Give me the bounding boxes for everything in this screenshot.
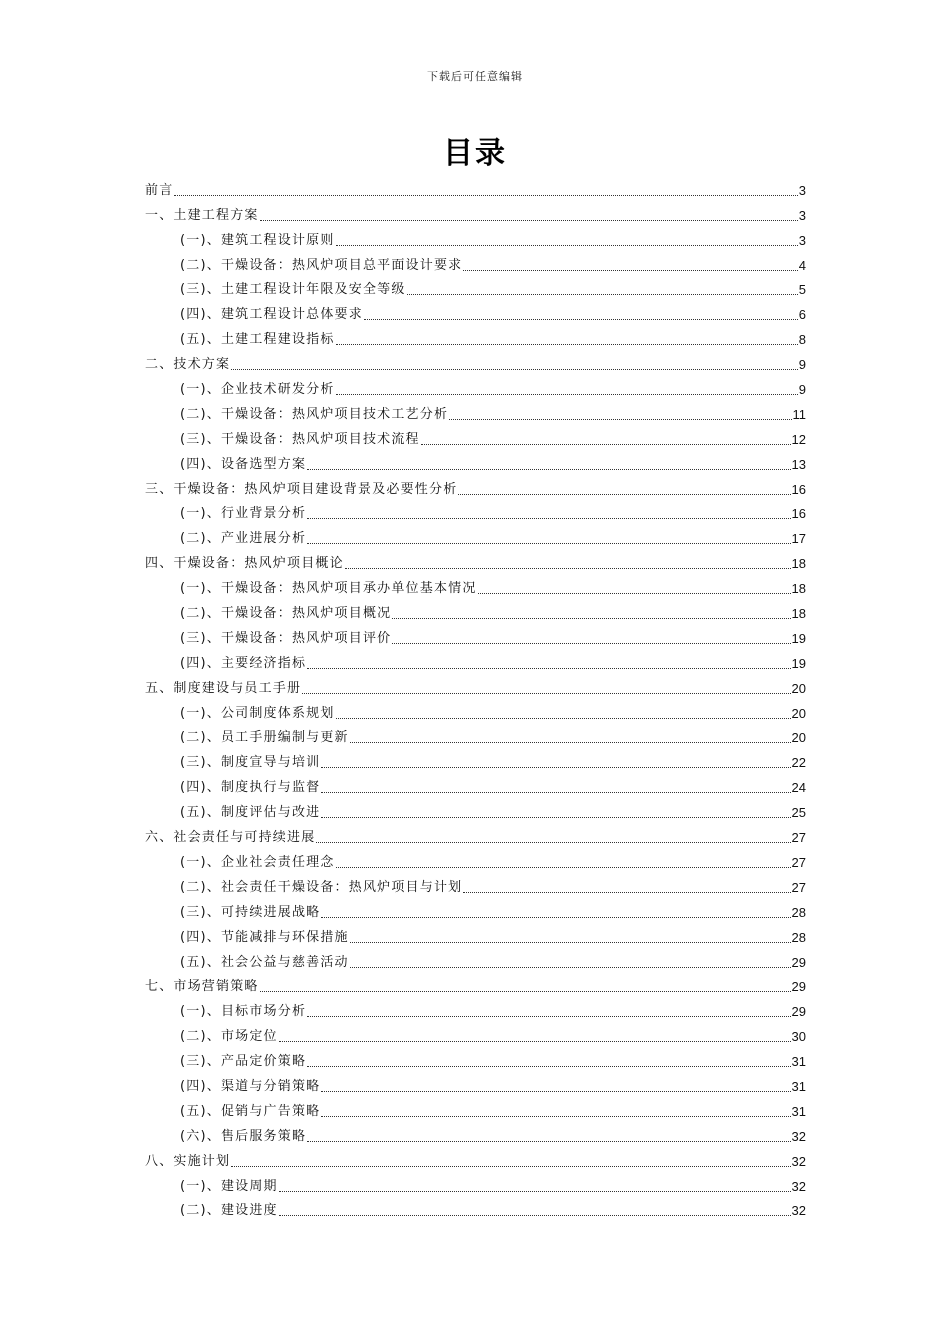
toc-entry-label: 四、干燥设备：热风炉项目概论	[145, 556, 344, 572]
toc-dot-leader	[336, 718, 791, 719]
toc-entry-label: (五)、社会公益与慈善活动	[180, 954, 349, 970]
toc-entry-label: (二)、干燥设备：热风炉项目总平面设计要求	[180, 257, 463, 273]
toc-entry[interactable]	[145, 548, 806, 573]
toc-dot-leader	[307, 518, 790, 519]
toc-entry-page-number: 29	[791, 954, 806, 970]
toc-dot-leader	[392, 618, 790, 619]
toc-entry[interactable]	[145, 996, 806, 1021]
toc-entry[interactable]	[145, 797, 806, 822]
toc-dot-leader	[316, 842, 790, 843]
toc-entry-page-number: 3	[798, 207, 806, 223]
toc-dot-leader	[321, 767, 790, 768]
toc-entry[interactable]	[145, 1171, 806, 1196]
toc-dot-leader	[350, 967, 791, 968]
toc-entry[interactable]	[145, 324, 806, 349]
toc-dot-leader	[321, 1116, 790, 1117]
toc-entry-label: (四)、建筑工程设计总体要求	[180, 307, 363, 323]
toc-entry-label: (二)、建设进度	[180, 1203, 278, 1219]
toc-entry-page-number: 16	[791, 506, 806, 522]
toc-entry-label: (一)、目标市场分析	[180, 1004, 307, 1020]
toc-entry-page-number: 6	[798, 307, 806, 323]
toc-entry[interactable]	[145, 225, 806, 250]
toc-entry[interactable]	[145, 822, 806, 847]
toc-entry[interactable]	[145, 1071, 806, 1096]
toc-entry-page-number: 28	[791, 904, 806, 920]
toc-entry-page-number: 18	[791, 556, 806, 572]
toc-entry[interactable]	[145, 972, 806, 997]
toc-entry-label: (一)、公司制度体系规划	[180, 705, 335, 721]
toc-entry[interactable]	[145, 474, 806, 499]
toc-entry-page-number: 24	[791, 780, 806, 796]
toc-entry-label: 八、实施计划	[145, 1153, 231, 1169]
toc-entry-page-number: 9	[798, 382, 806, 398]
toc-dot-leader	[336, 394, 798, 395]
toc-entry-label: (二)、市场定位	[180, 1029, 278, 1045]
toc-dot-leader	[463, 892, 790, 893]
toc-dot-leader	[350, 742, 791, 743]
toc-entry-label: (二)、社会责任干燥设备：热风炉项目与计划	[180, 879, 463, 895]
toc-entry-label: 一、土建工程方案	[145, 207, 259, 223]
toc-entry[interactable]	[145, 947, 806, 972]
toc-dot-leader	[279, 1215, 791, 1216]
toc-entry-page-number: 20	[791, 705, 806, 721]
toc-entry-label: (三)、干燥设备：热风炉项目技术流程	[180, 431, 420, 447]
toc-entry[interactable]	[145, 200, 806, 225]
toc-entry[interactable]	[145, 1096, 806, 1121]
toc-entry[interactable]	[145, 673, 806, 698]
toc-entry-page-number: 28	[791, 929, 806, 945]
toc-entry[interactable]	[145, 1046, 806, 1071]
toc-entry-label: 三、干燥设备：热风炉项目建设背景及必要性分析	[145, 481, 458, 497]
toc-entry-page-number: 16	[791, 481, 806, 497]
toc-dot-leader	[336, 344, 798, 345]
toc-entry-label: (一)、干燥设备：热风炉项目承办单位基本情况	[180, 581, 477, 597]
toc-entry[interactable]	[145, 399, 806, 424]
toc-dot-leader	[231, 369, 798, 370]
toc-entry-label: (三)、制度宣导与培训	[180, 755, 321, 771]
toc-entry-label: (五)、土建工程建设指标	[180, 332, 335, 348]
toc-entry[interactable]	[145, 499, 806, 524]
toc-entry[interactable]	[145, 723, 806, 748]
toc-entry-label: (一)、企业社会责任理念	[180, 854, 335, 870]
toc-entry-label: 六、社会责任与可持续进展	[145, 830, 316, 846]
toc-entry-page-number: 20	[791, 680, 806, 696]
toc-entry[interactable]	[145, 299, 806, 324]
toc-entry-page-number: 27	[791, 830, 806, 846]
toc-entry[interactable]	[145, 1196, 806, 1221]
toc-entry[interactable]	[145, 573, 806, 598]
toc-entry-page-number: 32	[791, 1178, 806, 1194]
toc-dot-leader	[307, 668, 790, 669]
toc-dot-leader	[478, 593, 791, 594]
toc-dot-leader	[231, 1166, 790, 1167]
toc-dot-leader	[321, 917, 790, 918]
toc-entry[interactable]	[145, 275, 806, 300]
toc-dot-leader	[345, 568, 791, 569]
toc-dot-leader	[463, 270, 797, 271]
toc-entry[interactable]	[145, 872, 806, 897]
toc-entry[interactable]	[145, 374, 806, 399]
toc-entry-page-number: 19	[791, 655, 806, 671]
toc-dot-leader	[307, 1066, 790, 1067]
toc-dot-leader	[336, 867, 791, 868]
toc-dot-leader	[279, 1041, 791, 1042]
toc-entry-label: (一)、企业技术研发分析	[180, 382, 335, 398]
toc-entry-page-number: 32	[791, 1203, 806, 1219]
toc-entry-label: (二)、干燥设备：热风炉项目技术工艺分析	[180, 406, 449, 422]
toc-entry-page-number: 31	[791, 1103, 806, 1119]
toc-entry-page-number: 29	[791, 979, 806, 995]
toc-entry-page-number: 13	[791, 456, 806, 472]
toc-dot-leader	[321, 817, 790, 818]
toc-entry-label: (六)、售后服务策略	[180, 1128, 307, 1144]
toc-entry[interactable]	[145, 523, 806, 548]
toc-dot-leader	[392, 643, 790, 644]
toc-dot-leader	[279, 1191, 791, 1192]
toc-entry-label: (一)、建设周期	[180, 1178, 278, 1194]
toc-entry-label: (四)、渠道与分销策略	[180, 1078, 321, 1094]
toc-dot-leader	[307, 1016, 790, 1017]
toc-dot-leader	[321, 1091, 790, 1092]
toc-entry-page-number: 18	[791, 581, 806, 597]
toc-entry-label: (四)、设备选型方案	[180, 456, 307, 472]
toc-entry-label: (四)、节能减排与环保措施	[180, 929, 349, 945]
toc-entry-label: (五)、促销与广告策略	[180, 1103, 321, 1119]
toc-entry[interactable]	[145, 598, 806, 623]
toc-entry-page-number: 3	[798, 232, 806, 248]
toc-entry-label: (三)、可持续进展战略	[180, 904, 321, 920]
toc-entry[interactable]	[145, 623, 806, 648]
toc-entry-page-number: 9	[798, 357, 806, 373]
toc-dot-leader	[302, 693, 790, 694]
toc-dot-leader	[307, 543, 790, 544]
toc-entry[interactable]	[145, 772, 806, 797]
toc-entry-label: (五)、制度评估与改进	[180, 805, 321, 821]
toc-dot-leader	[260, 220, 798, 221]
toc-entry[interactable]	[145, 1121, 806, 1146]
toc-entry-page-number: 31	[791, 1078, 806, 1094]
toc-entry-label: (三)、产品定价策略	[180, 1054, 307, 1070]
toc-entry-label: (四)、主要经济指标	[180, 655, 307, 671]
toc-entry[interactable]	[145, 698, 806, 723]
toc-entry-page-number: 3	[798, 182, 806, 198]
page-title: 目录	[443, 136, 507, 171]
toc-entry-page-number: 4	[798, 257, 806, 273]
toc-entry[interactable]	[145, 250, 806, 275]
toc-entry[interactable]	[145, 922, 806, 947]
header-note: 下载后可任意编辑	[427, 70, 523, 83]
toc-entry-page-number: 32	[791, 1153, 806, 1169]
toc-dot-leader	[407, 294, 798, 295]
toc-entry-label: (二)、产业进展分析	[180, 531, 307, 547]
toc-entry-page-number: 27	[791, 854, 806, 870]
toc-entry-page-number: 30	[791, 1029, 806, 1045]
toc-entry-label: (三)、干燥设备：热风炉项目评价	[180, 630, 392, 646]
toc-entry[interactable]	[145, 449, 806, 474]
toc-dot-leader	[260, 991, 791, 992]
toc-entry-page-number: 22	[791, 755, 806, 771]
toc-dot-leader	[449, 419, 791, 420]
toc-entry-label: (三)、土建工程设计年限及安全等级	[180, 282, 406, 298]
toc-entry[interactable]	[145, 424, 806, 449]
toc-dot-leader	[307, 469, 790, 470]
toc-entry-label: (一)、行业背景分析	[180, 506, 307, 522]
toc-entry-label: 前言	[145, 182, 174, 198]
toc-dot-leader	[350, 942, 791, 943]
toc-entry-page-number: 32	[791, 1128, 806, 1144]
toc-entry[interactable]	[145, 847, 806, 872]
toc-dot-leader	[458, 494, 790, 495]
toc-entry[interactable]	[145, 648, 806, 673]
toc-dot-leader	[174, 195, 797, 196]
toc-entry-page-number: 20	[791, 730, 806, 746]
toc-entry-label: (四)、制度执行与监督	[180, 780, 321, 796]
toc-dot-leader	[307, 1141, 790, 1142]
table-of-contents	[145, 175, 806, 1220]
toc-entry-label: (二)、干燥设备：热风炉项目概况	[180, 606, 392, 622]
toc-dot-leader	[336, 245, 798, 246]
toc-dot-leader	[364, 319, 798, 320]
toc-entry-page-number: 18	[791, 606, 806, 622]
toc-entry-page-number: 5	[798, 282, 806, 298]
toc-dot-leader	[421, 444, 791, 445]
toc-entry[interactable]	[145, 175, 806, 200]
toc-entry-page-number: 31	[791, 1054, 806, 1070]
toc-entry-page-number: 17	[791, 531, 806, 547]
toc-entry[interactable]	[145, 1146, 806, 1171]
toc-entry[interactable]	[145, 349, 806, 374]
toc-entry-label: 二、技术方案	[145, 357, 231, 373]
toc-entry-label: (二)、员工手册编制与更新	[180, 730, 349, 746]
toc-entry-page-number: 25	[791, 805, 806, 821]
toc-entry-page-number: 19	[791, 630, 806, 646]
toc-entry[interactable]	[145, 1021, 806, 1046]
toc-entry-label: 七、市场营销策略	[145, 979, 259, 995]
toc-entry-label: (一)、建筑工程设计原则	[180, 232, 335, 248]
toc-entry[interactable]	[145, 747, 806, 772]
toc-entry-page-number: 27	[791, 879, 806, 895]
toc-entry-page-number: 11	[792, 406, 806, 422]
toc-entry[interactable]	[145, 897, 806, 922]
toc-entry-page-number: 12	[791, 431, 806, 447]
toc-entry-page-number: 8	[798, 332, 806, 348]
toc-entry-page-number: 29	[791, 1004, 806, 1020]
toc-dot-leader	[321, 792, 790, 793]
toc-entry-label: 五、制度建设与员工手册	[145, 680, 302, 696]
